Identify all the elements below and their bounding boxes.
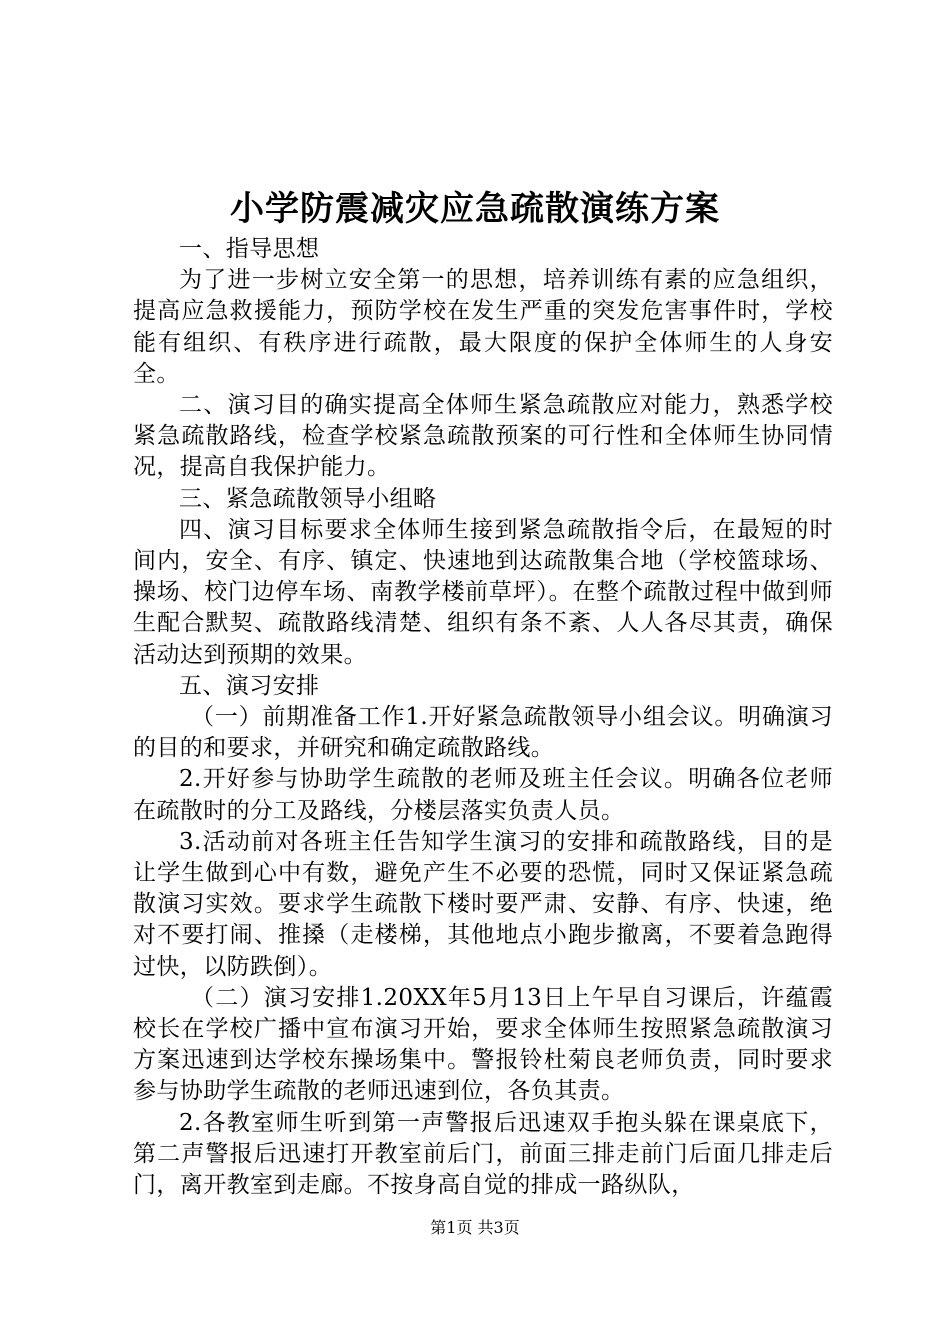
- page-number-footer: 第1页 共3页: [430, 1218, 520, 1237]
- section-heading-guiding-ideology: 一、指导思想: [179, 236, 320, 262]
- paragraph-drill-schedule-1: （二）演习安排1.20XX年5月13日上午早自习课后，许蕴霞校长在学校广播中宣布演习开始，要求全体师生按照紧急疏散演习方案迅速到达学校东操场集中。警报铃杜菊良老师负责，同时要求参与协助学生疏散的老师迅速到位，各负其责。: [133, 984, 833, 1105]
- paragraph-drill-goals: 四、演习目标要求全体师生接到紧急疏散指令后，在最短的时间内，安全、有序、镇定、快速地到达疏散集合地（学校篮球场、操场、校门边停车场、南教学楼前草坪）。在整个疏散过程中做到师生配合默契、疏散路线清楚、组织有条不紊、人人各尽其责，确保活动达到预期的效果。: [133, 516, 833, 668]
- document-title: 小学防震减灾应急疏散演练方案: [230, 189, 720, 229]
- section-heading-leadership-group: 三、紧急疏散领导小组略: [179, 485, 437, 512]
- paragraph-preparation-2: 2.开好参与协助学生疏散的老师及班主任会议。明确各位老师在疏散时的分工及路线，分楼层落实负责人员。: [133, 766, 833, 824]
- paragraph-preparation-3: 3.活动前对各班主任告知学生演习的安排和疏散路线，目的是让学生做到心中有数，避免产生不必要的恐慌，同时又保证紧急疏散演习实效。要求学生疏散下楼时要严肃、安静、有序、快速，绝对不要打闹、推搡（走楼梯，其他地点小跑步撤离，不要着急跑得过快，以防跌倒）。: [133, 828, 833, 980]
- paragraph-drill-schedule-2: 2.各教室师生听到第一声警报后迅速双手抱头躲在课桌底下，第二声警报后迅速打开教室前后门，前面三排走前门后面几排走后门，离开教室到走廊。不按身高自觉的排成一路纵队，: [133, 1109, 833, 1199]
- paragraph-preparation-1: （一）前期准备工作1.开好紧急疏散领导小组会议。明确演习的目的和要求，并研究和确定疏散路线。: [133, 704, 833, 762]
- paragraph-drill-purpose: 二、演习目的确实提高全体师生紧急疏散应对能力，熟悉学校紧急疏散路线，检查学校紧急疏散预案的可行性和全体师生协同情况，提高自我保护能力。: [133, 392, 833, 481]
- document-body: [133, 234, 833, 1201]
- section-heading-drill-arrangement: 五、演习安排: [179, 672, 320, 699]
- paragraph-guiding-ideology: 为了进一步树立安全第一的思想，培养训练有素的应急组织，提高应急救援能力，预防学校在发生严重的突发危害事件时，学校能有组织、有秩序进行疏散，最大限度的保护全体师生的人身安全。: [133, 267, 833, 387]
